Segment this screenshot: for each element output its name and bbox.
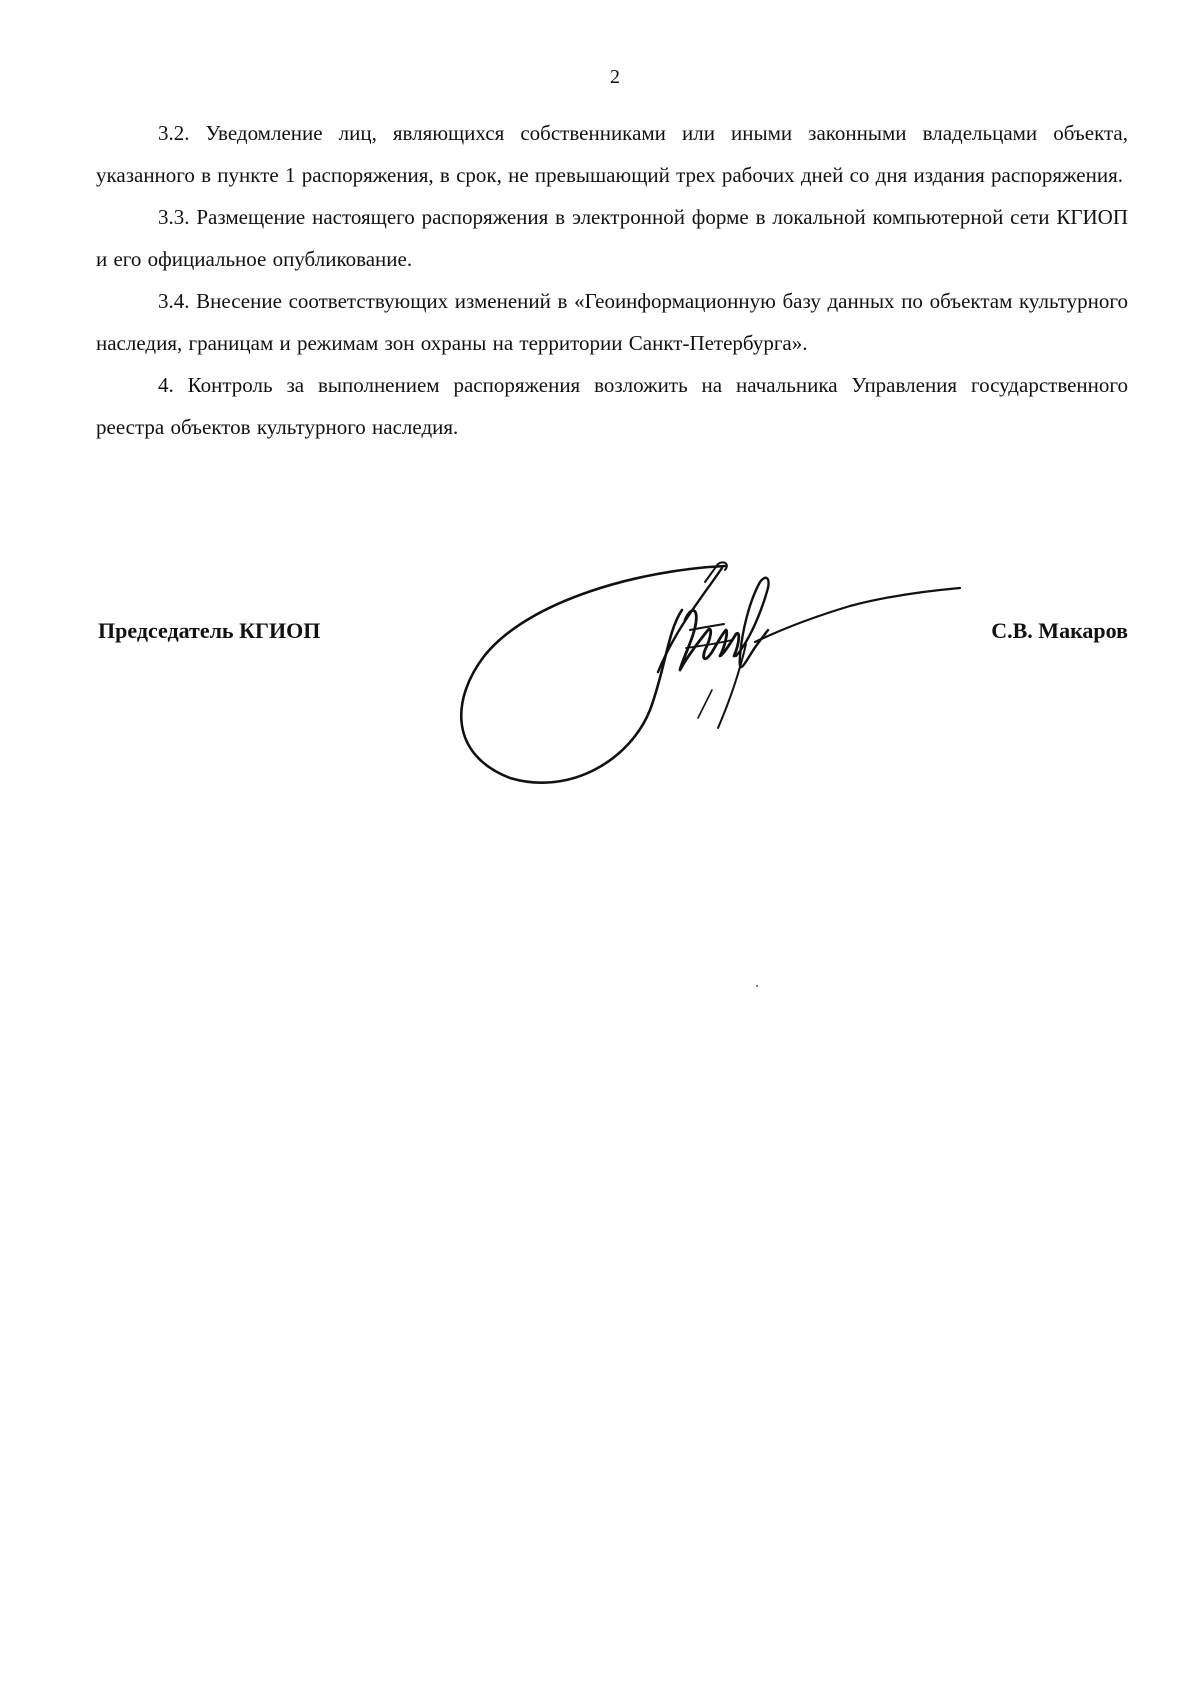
handwritten-signature — [450, 560, 970, 800]
paragraph-4: 4. Контроль за выполнением распоряжения возложить на начальника Управления государственного реестра объектов культурного наследия. — [96, 373, 1128, 439]
document-body — [96, 112, 1128, 448]
paragraph-3-2: 3.2. Уведомление лиц, являющихся собственниками или иными законными владельцами объекта, указанного в пункте 1 распоряжения, в срок, не превышающий трех рабочих дней со дня издания распоряжения. — [96, 121, 1128, 187]
paragraph-3-4: 3.4. Внесение соответствующих изменений в «Геоинформационную базу данных по объектам культурного наследия, границам и режимам зон охраны на территории Санкт-Петербурга». — [96, 289, 1128, 355]
page-number: 2 — [610, 66, 620, 88]
paragraph-3-3: 3.3. Размещение настоящего распоряжения в электронной форме в локальной компьютерной сети КГИОП и его официальное опубликование. — [96, 205, 1128, 271]
signer-name: С.В. Макаров — [991, 618, 1128, 643]
scan-speck — [756, 985, 758, 987]
signer-title: Председатель КГИОП — [98, 618, 321, 643]
